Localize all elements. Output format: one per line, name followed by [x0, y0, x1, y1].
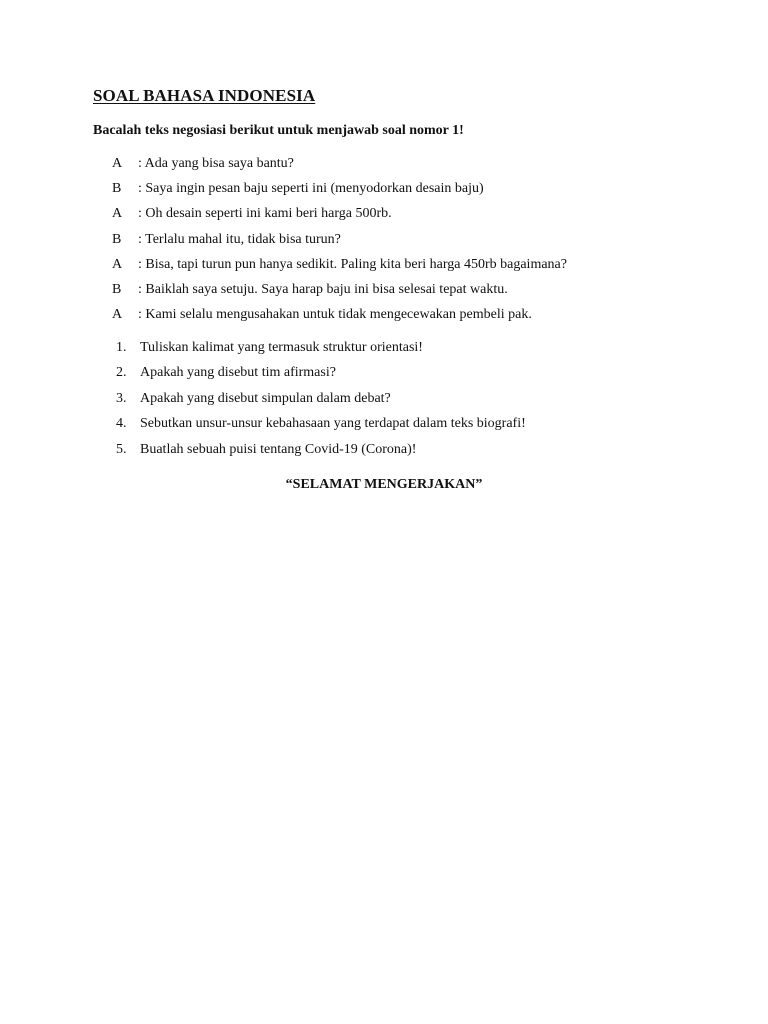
question-item: [112, 365, 732, 390]
dialogue-text: : Kami selalu mengusahakan untuk tidak mengecewakan pembeli pak.: [138, 307, 532, 323]
question-item: [112, 340, 732, 365]
dialogue-speaker: B: [112, 231, 122, 247]
dialogue-line: [112, 232, 732, 257]
dialogue-line: [112, 257, 732, 282]
question-number: 1.: [116, 340, 127, 355]
dialogue-line: [112, 206, 732, 231]
dialogue-text: : Ada yang bisa saya bantu?: [138, 156, 294, 171]
dialogue-speaker: B: [112, 281, 122, 297]
dialogue-speaker: B: [112, 181, 122, 197]
dialogue-text: : Baiklah saya setuju. Saya harap baju ini bisa selesai tepat waktu.: [138, 281, 508, 297]
question-list: [112, 340, 732, 467]
question-item: [112, 416, 732, 441]
negotiation-dialogue: [112, 156, 732, 332]
dialogue-speaker: A: [112, 156, 123, 171]
question-text: Apakah yang disebut simpulan dalam debat?: [140, 390, 391, 406]
question-number: 2.: [116, 365, 127, 381]
dialogue-speaker: A: [112, 206, 123, 222]
dialogue-line: [112, 181, 732, 206]
question-item: [112, 442, 732, 467]
question-text: Tuliskan kalimat yang termasuk struktur orientasi!: [140, 340, 423, 355]
question-number: 5.: [116, 441, 127, 457]
dialogue-text: : Terlalu mahal itu, tidak bisa turun?: [138, 231, 341, 247]
dialogue-speaker: A: [112, 307, 123, 323]
instruction-text: Bacalah teks negosiasi berikut untuk menjawab soal nomor 1!: [93, 123, 464, 138]
question-item: [112, 391, 732, 416]
question-text: Sebutkan unsur-unsur kebahasaan yang terdapat dalam teks biografi!: [140, 416, 526, 432]
question-number: 3.: [116, 390, 127, 406]
closing-message: [0, 477, 768, 493]
dialogue-text: : Oh desain seperti ini kami beri harga 500rb.: [138, 206, 392, 222]
question-text: Buatlah sebuah puisi tentang Covid-19 (Corona)!: [140, 441, 417, 457]
document-title: SOAL BAHASA INDONESIA: [93, 86, 316, 105]
dialogue-line: [112, 307, 732, 332]
question-text: Apakah yang disebut tim afirmasi?: [140, 365, 336, 381]
dialogue-speaker: A: [112, 256, 123, 272]
dialogue-line: [112, 282, 732, 307]
closing-text: “SELAMAT MENGERJAKAN”: [285, 477, 483, 492]
dialogue-text: : Saya ingin pesan baju seperti ini (menyodorkan desain baju): [138, 181, 484, 197]
dialogue-line: [112, 156, 732, 181]
question-number: 4.: [116, 416, 127, 432]
dialogue-text: : Bisa, tapi turun pun hanya sedikit. Paling kita beri harga 450rb bagaimana?: [138, 256, 567, 272]
